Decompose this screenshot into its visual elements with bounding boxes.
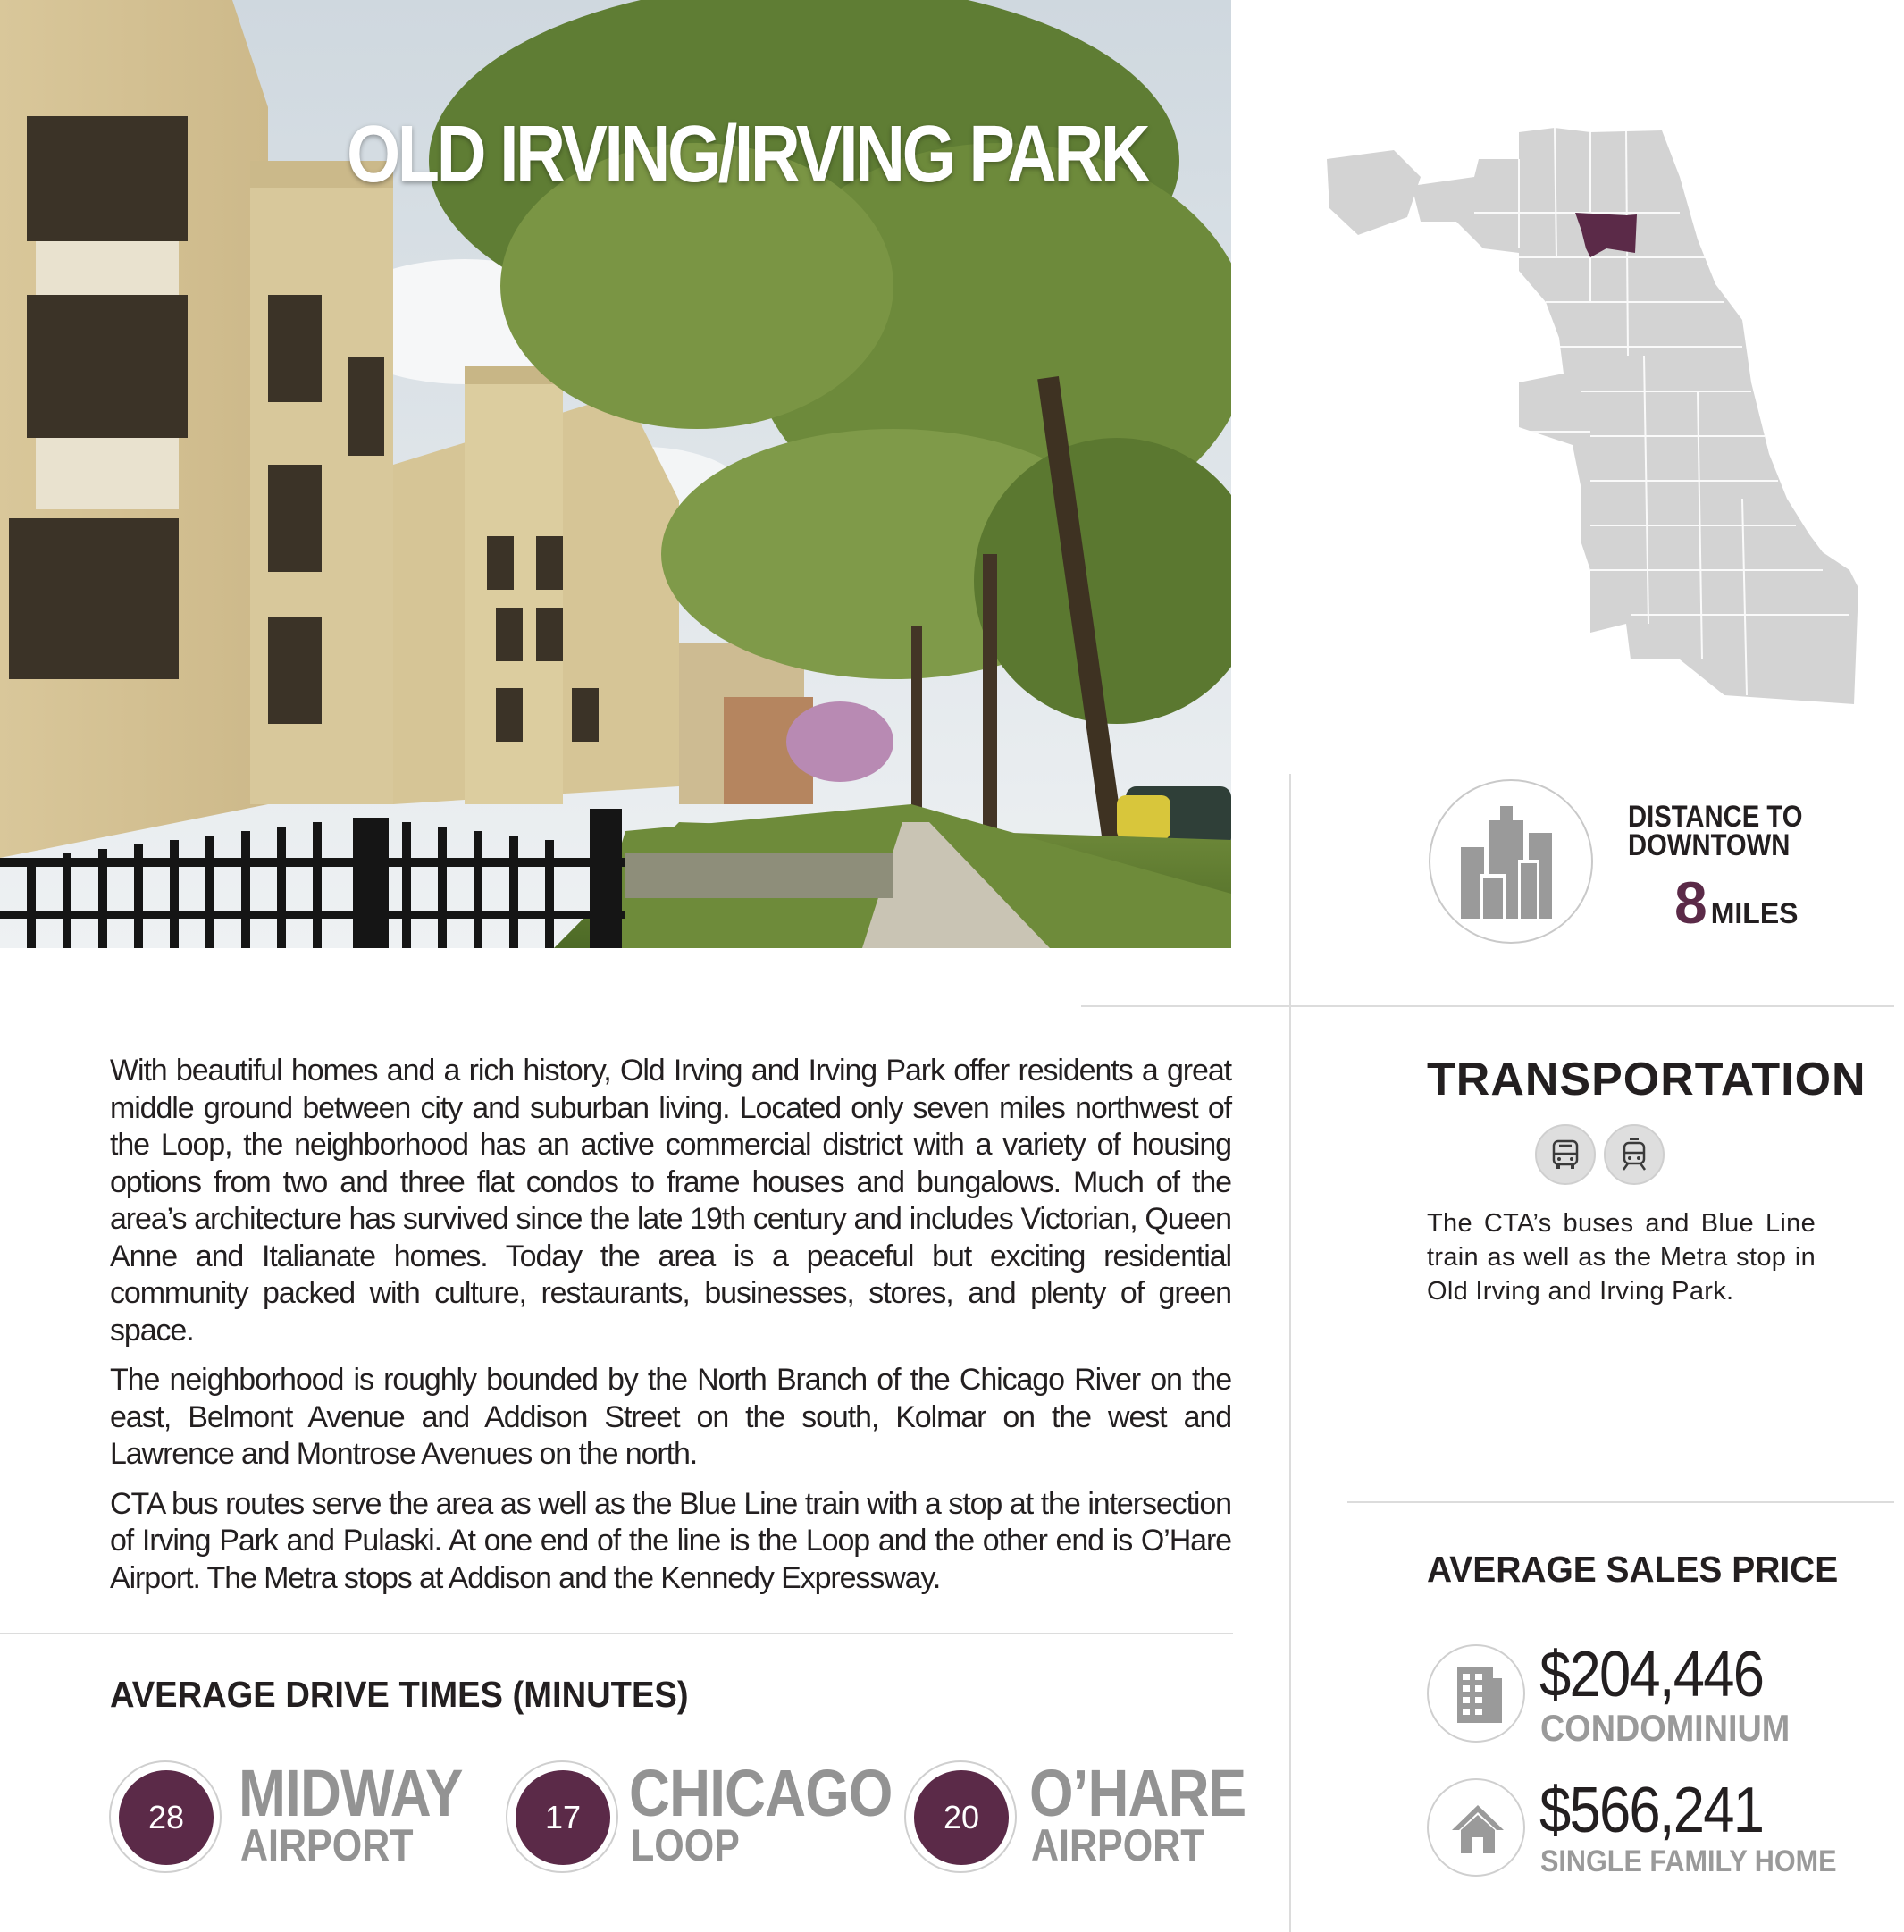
distance-value [1674, 869, 1799, 937]
distance-unit: MILES [1710, 897, 1799, 929]
distance-heading: DISTANCE TO DOWNTOWN [1628, 800, 1803, 862]
description [110, 1053, 1231, 1609]
distance-number: 8 [1674, 869, 1706, 936]
drive-time-badge [506, 1760, 618, 1873]
drive-time-badge [904, 1760, 1017, 1873]
city-outline-map [1322, 123, 1881, 718]
sales-title: AVERAGE SALES PRICE [1427, 1549, 1839, 1590]
train-glyph [1618, 1138, 1650, 1171]
drive-destination-sub: AIRPORT [1031, 1820, 1204, 1870]
transportation-title: TRANSPORTATION [1427, 1054, 1866, 1105]
drive-time-badge [109, 1760, 222, 1873]
drive-times-title: AVERAGE DRIVE TIMES (MINUTES) [110, 1674, 689, 1715]
house-glyph [1450, 1800, 1506, 1859]
transportation-description: The CTA’s buses and Blue Line train as well as the Metra stop in Old Irving and Irving Park. [1427, 1209, 1816, 1306]
condo-building-icon [1427, 1644, 1525, 1743]
vertical-divider [1289, 774, 1291, 1932]
description-paragraph: CTA bus routes serve the area as well as the Blue Line train with a stop at the intersection of Irving Park and Pulaski. At one end of the line is the Loop and the other end is O’Hare Airport. The Metra stops at Addison and the Kennedy Expressway. [110, 1486, 1231, 1595]
drive-minutes: 28 [119, 1770, 214, 1865]
house-icon [1427, 1778, 1525, 1877]
divider-top-right [1081, 1005, 1894, 1007]
condo-label: CONDOMINIUM [1540, 1707, 1791, 1749]
buildings-icon [1461, 806, 1564, 919]
drive-destination: MIDWAY [239, 1756, 463, 1830]
condo-glyph [1450, 1666, 1506, 1725]
house-price: $566,241 [1539, 1775, 1764, 1846]
drive-minutes: 20 [914, 1770, 1009, 1865]
page-title: OLD IRVING/IRVING PARK [347, 110, 1148, 199]
drive-destination-sub: LOOP [631, 1820, 740, 1870]
hero-photo [0, 0, 1231, 948]
drive-minutes: 17 [516, 1770, 610, 1865]
bus-glyph [1549, 1138, 1581, 1171]
description-paragraph: With beautiful homes and a rich history, Old Irving and Irving Park offer residents a great middle ground between city and suburban living. Located only seven miles northwest of the Loop, the neighborhood has an active commercial district with a variety of housing options from two and three flat condos to frame houses and bungalows. Much of the area’s architecture has survived since the late 19th century and includes Victorian, Queen Anne and Italianate homes. Today the area is a peaceful but exciting residential community packed with culture, restaurants, businesses, stores, and plenty of green space. [110, 1054, 1231, 1348]
divider-mid-right [1347, 1501, 1894, 1503]
distance-badge [1429, 779, 1593, 944]
drive-destination-sub: AIRPORT [240, 1820, 414, 1870]
train-icon [1604, 1124, 1665, 1185]
description-paragraph: The neighborhood is roughly bounded by the North Branch of the Chicago River on the east, Belmont Avenue and Addison Street on the south, Kolmar on the west and Lawrence and Montrose Avenues on the north. [110, 1363, 1231, 1471]
divider-bottom-left [0, 1633, 1233, 1634]
bus-icon [1535, 1124, 1596, 1185]
drive-destination: CHICAGO [629, 1756, 893, 1830]
house-label: SINGLE FAMILY HOME [1540, 1844, 1837, 1878]
drive-destination: O’HARE [1029, 1756, 1246, 1830]
chicago-neighborhood-map [1322, 123, 1881, 718]
condo-price: $204,446 [1539, 1639, 1764, 1710]
